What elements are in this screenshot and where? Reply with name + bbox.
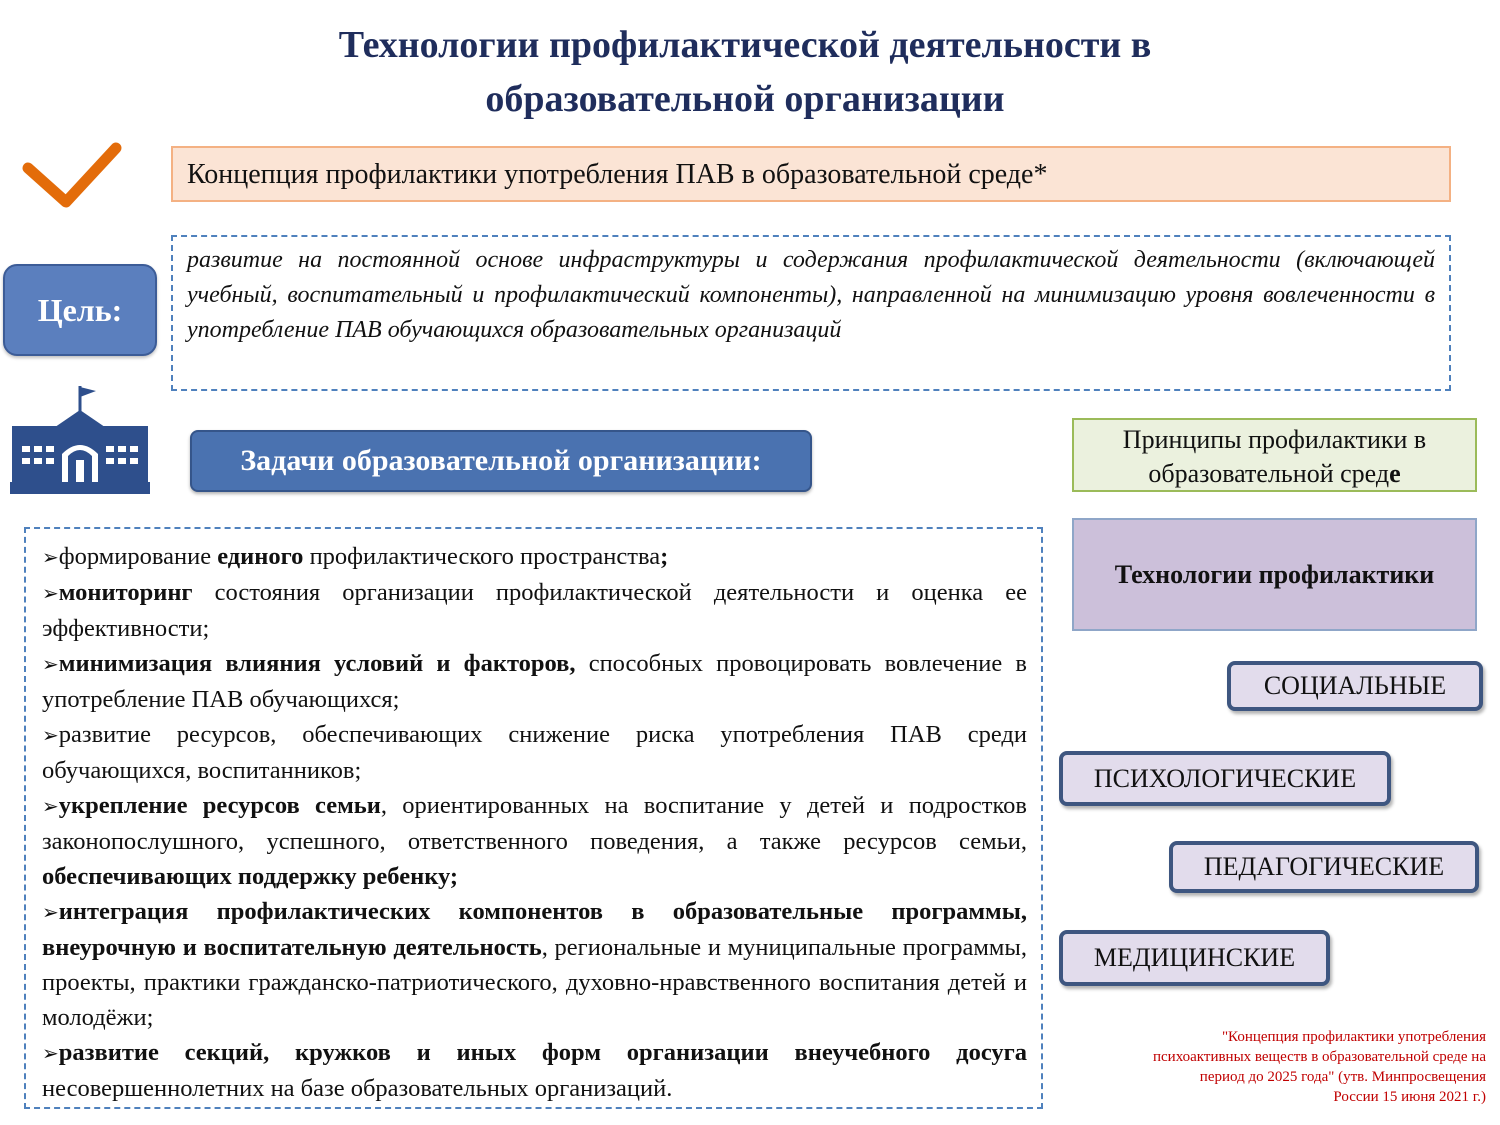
goal-text: развитие на постоянной основе инфраструктуры и содержания профилактической деятельности (включающей учебный, воспитательный и профилактический компоненты), направленной на минимизацию уровня вовлеченности в употребление ПАВ обучающихся образовательных организаций bbox=[171, 235, 1451, 391]
checkmark-icon bbox=[22, 140, 122, 212]
arrow-bullet-icon: ➢ bbox=[42, 545, 59, 569]
arrow-bullet-icon: ➢ bbox=[42, 794, 59, 818]
list-item bbox=[42, 788, 1027, 894]
list-item bbox=[42, 717, 1027, 788]
list-item bbox=[42, 575, 1027, 646]
list-item bbox=[42, 1035, 1027, 1106]
task-text: , региональные и муниципальные программы, проекты, практики гражданско-патриотического, духовно-нравственного воспитания детей и молодёжи; bbox=[42, 934, 1027, 1031]
principles-line-2-text: образовательной сред bbox=[1148, 459, 1390, 488]
concept-banner: Концепция профилактики употребления ПАВ в образовательной среде* bbox=[171, 146, 1451, 202]
arrow-bullet-icon: ➢ bbox=[42, 652, 59, 676]
arrow-bullet-icon: ➢ bbox=[42, 1041, 59, 1065]
footnote-line-4: России 15 июня 2021 г.) bbox=[1333, 1089, 1486, 1105]
arrow-bullet-icon: ➢ bbox=[42, 900, 59, 924]
social-button[interactable]: СОЦИАЛЬНЫЕ bbox=[1227, 661, 1483, 711]
task-text: , ориентированных на воспитание у детей и подростков законопослушного, успешного, ответственного поведения, а также ресурсов семьи, bbox=[42, 792, 1027, 855]
principles-line-2 bbox=[1074, 457, 1475, 491]
footnote bbox=[1060, 1027, 1486, 1107]
task-bold: минимизация влияния условий и факторов, bbox=[58, 650, 576, 677]
task-bold: ; bbox=[660, 543, 669, 570]
list-item bbox=[42, 539, 1027, 575]
goal-label-button[interactable]: Цель: bbox=[3, 264, 157, 356]
list-item bbox=[42, 646, 1027, 717]
school-building-icon bbox=[10, 384, 150, 496]
title-line-1: Технологии профилактической деятельности в bbox=[338, 24, 1152, 66]
task-bold: единого bbox=[217, 543, 304, 570]
task-text: развитие ресурсов, обеспечивающих снижение риска употребления ПАВ среди обучающихся, воспитанников; bbox=[42, 721, 1027, 784]
task-text: состояния организации профилактической деятельности и оценка ее эффективности; bbox=[42, 579, 1027, 642]
technologies-box: Технологии профилактики bbox=[1072, 518, 1477, 631]
principles-box bbox=[1072, 418, 1477, 492]
task-bold: укрепление ресурсов семьи bbox=[58, 792, 381, 819]
task-bold: обеспечивающих поддержку ребенку; bbox=[42, 863, 459, 890]
task-bold: мониторинг bbox=[58, 579, 193, 606]
task-text: несовершеннолетних на базе образовательных организаций. bbox=[42, 1075, 673, 1102]
arrow-bullet-icon: ➢ bbox=[42, 723, 59, 747]
task-bold: интеграция профилактических компонентов в образовательные программы, внеурочную и воспитательную деятельность bbox=[42, 898, 1027, 961]
task-text: профилактического пространства bbox=[303, 543, 661, 570]
task-bold: развитие секций, кружков и иных форм организации внеучебного досуга bbox=[58, 1039, 1027, 1066]
pedagogical-button[interactable]: ПЕДАГОГИЧЕСКИЕ bbox=[1169, 841, 1479, 893]
page-title bbox=[150, 18, 1340, 126]
psychological-button[interactable]: ПСИХОЛОГИЧЕСКИЕ bbox=[1059, 751, 1391, 806]
footnote-line-3: период до 2025 года" (утв. Минпросвещения bbox=[1199, 1069, 1486, 1085]
task-text: способных провоцировать вовлечение в употребление ПАВ обучающихся; bbox=[42, 650, 1027, 713]
list-item bbox=[42, 894, 1027, 1035]
task-text: формирование bbox=[58, 543, 218, 570]
principles-line-2-end: е bbox=[1389, 459, 1401, 488]
footnote-line-1: "Концепция профилактики употребления bbox=[1221, 1029, 1486, 1045]
title-line-2: образовательной организации bbox=[485, 78, 1005, 120]
medical-button[interactable]: МЕДИЦИНСКИЕ bbox=[1059, 930, 1330, 986]
footnote-line-2: психоактивных веществ в образовательной среде на bbox=[1153, 1049, 1486, 1065]
tasks-list bbox=[24, 527, 1043, 1109]
tasks-label-button[interactable]: Задачи образовательной организации: bbox=[190, 430, 812, 492]
principles-line-1: Принципы профилактики в bbox=[1122, 425, 1427, 454]
arrow-bullet-icon: ➢ bbox=[42, 581, 59, 605]
